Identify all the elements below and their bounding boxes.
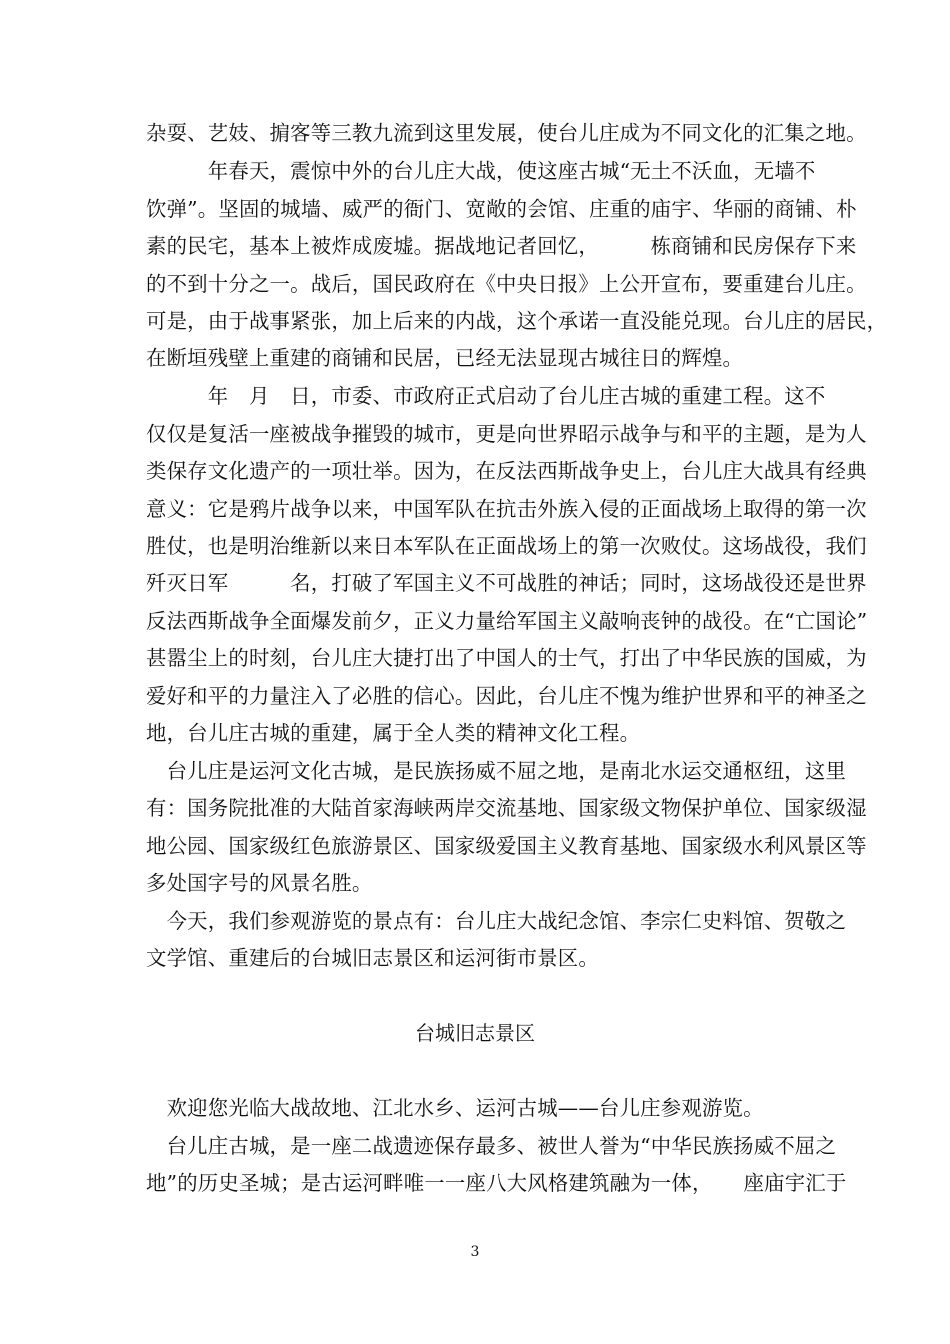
body-line: 年 月 日，市委、市政府正式启动了台儿庄古城的重建工程。这不 [146, 384, 826, 408]
body-line: 饮弹”。坚固的城墙、威严的衙门、宽敞的会馆、庄重的庙宇、华丽的商铺、朴 [146, 197, 857, 221]
body-line: 类保存文化遗产的一项壮举。因为，在反法西斯战争史上，台儿庄大战具有经典 [146, 459, 867, 483]
body-line: 年春天，震惊中外的台儿庄大战，使这座古城“无土不沃血，无墙不 [146, 159, 816, 183]
body-line: 杂耍、艺妓、掮客等三教九流到这里发展，使台儿庄成为不同文化的汇集之地。 [146, 121, 867, 145]
body-line: 歼灭日军 名，打破了军国主义不可战胜的神话；同时，这场战役还是世界 [146, 571, 867, 595]
body-line: 甚嚣尘上的时刻，台儿庄大捷打出了中国人的士气，打出了中华民族的国威，为 [146, 646, 867, 670]
body-line: 素的民宅，基本上被炸成废墟。据战地记者回忆， 栋商铺和民房保存下来 [146, 234, 857, 258]
body-line: 仅仅是复活一座被战争摧毁的城市，更是向世界昭示战争与和平的主题，是为人 [146, 422, 867, 446]
section-title: 台城旧志景区 [415, 1021, 535, 1045]
body-line: 有：国务院批准的大陆首家海峡两岸交流基地、国家级文物保护单位、国家级湿 [146, 796, 867, 820]
body-line: 多处国字号的风景名胜。 [146, 871, 373, 895]
body-line: 可是，由于战事紧张，加上后来的内战，这个承诺一直没能兑现。台儿庄的居民， [146, 309, 888, 333]
body-line: 今天，我们参观游览的景点有：台儿庄大战纪念馆、李宗仁史料馆、贺敬之 [146, 909, 847, 933]
body-line: 胜仗，也是明治维新以来日本军队在正面战场上的第一次败仗。这场战役，我们 [146, 534, 867, 558]
body-line: 台儿庄是运河文化古城，是民族扬威不屈之地，是南北水运交通枢纽，这里 [146, 759, 847, 783]
body-line: 反法西斯战争全面爆发前夕，正义力量给军国主义敲响丧钟的战役。在“亡国论” [146, 609, 868, 633]
page-number: 3 [470, 1244, 480, 1260]
body-line: 意义：它是鸦片战争以来，中国军队在抗击外族入侵的正面战场上取得的第一次 [146, 497, 867, 521]
body-line: 地”的历史圣城；是古运河畔唯一一座八大风格建筑融为一体， 座庙宇汇于 [146, 1171, 847, 1195]
body-line: 的不到十分之一。战后，国民政府在《中央日报》上公开宣布，要重建台儿庄。 [146, 272, 867, 296]
body-line: 台儿庄古城，是一座二战遗迹保存最多、被世人誉为“中华民族扬威不屈之 [146, 1134, 837, 1158]
body-line: 爱好和平的力量注入了必胜的信心。因此，台儿庄不愧为维护世界和平的神圣之 [146, 684, 867, 708]
body-line: 欢迎您光临大战故地、江北水乡、运河古城——台儿庄参观游览。 [146, 1096, 764, 1120]
body-line: 地公园、国家级红色旅游景区、国家级爱国主义教育基地、国家级水利风景区等 [146, 834, 867, 858]
body-line: 在断垣残壁上重建的商铺和民居，已经无法显现古城往日的辉煌。 [146, 346, 744, 370]
body-line: 文学馆、重建后的台城旧志景区和运河街市景区。 [146, 946, 599, 970]
body-line: 地，台儿庄古城的重建，属于全人类的精神文化工程。 [146, 721, 641, 745]
